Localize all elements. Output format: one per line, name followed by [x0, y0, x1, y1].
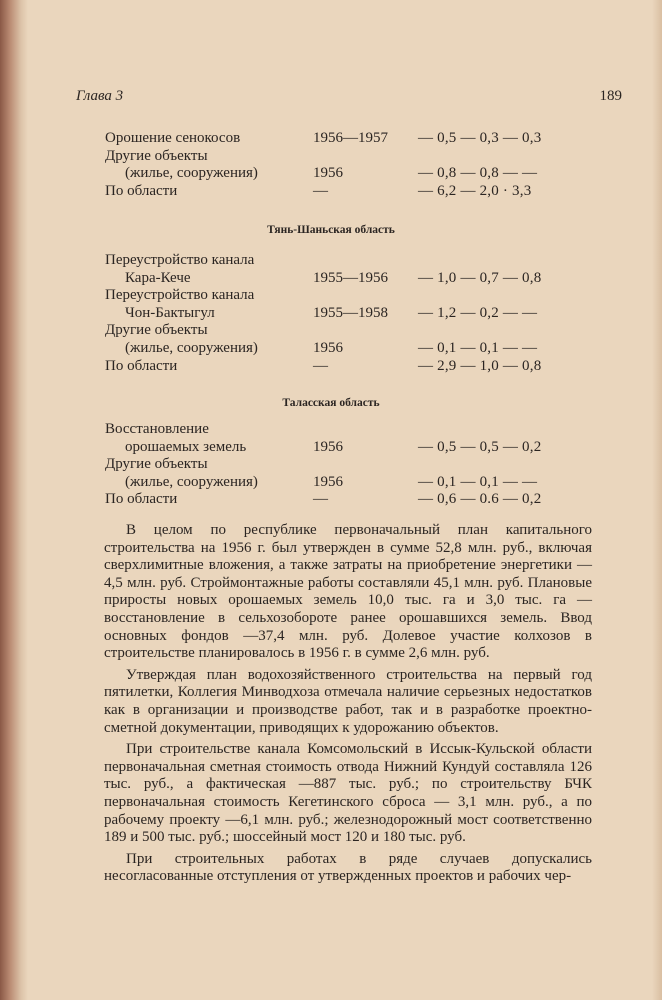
table-row [105, 322, 595, 340]
year: — [313, 491, 328, 508]
table-row [105, 165, 595, 183]
table-row [105, 491, 595, 509]
year: 1956 [313, 438, 343, 455]
table-row [105, 287, 595, 305]
year: 1955—1956 [313, 269, 388, 286]
table-row [105, 252, 595, 270]
values: — 0,1 — 0,1 — — [418, 473, 538, 490]
values: — 0,8 — 0,8 — — [418, 165, 538, 182]
values: — 0,5 — 0,5 — 0,2 [418, 438, 542, 455]
values: — 6,2 — 2,0 · 3,3 [418, 182, 532, 199]
table-row [105, 439, 595, 457]
table-top [105, 130, 595, 200]
object-name: Орошение сенокосов [105, 130, 241, 146]
year: 1955—1958 [313, 304, 388, 321]
object-name: Другие объекты [105, 456, 208, 473]
object-name: Переустройство канала [105, 252, 255, 268]
year: 1956—1957 [313, 130, 388, 146]
object-name: По области [105, 357, 178, 374]
object-name: Восстановление [105, 421, 209, 437]
table-row [105, 130, 595, 148]
table-row [105, 456, 595, 474]
table-row [105, 305, 595, 323]
values: — 1,2 — 0,2 — — [418, 304, 538, 321]
object-name: орошаемых земель [125, 438, 247, 455]
object-name: По области [105, 491, 178, 508]
year: 1956 [313, 165, 343, 182]
table-row [105, 340, 595, 358]
paragraph: В целом по республике первоначальный план капитального строительства на 1956 г. был утвержден в сумме 52,8 млн. руб., включая сверхлимитные вложения, а также затраты на приобретение энергетики —4,5 млн. руб. Строймонтажные работы составляли 45,1 млн. руб. Плановые приросты новых орошаемых земель 10,0 тыс. га и 3,0 тыс. га — восстановление в сельхозобороте ранее орошавшихся земель. Ввод основных фондов —37,4 млн. руб. Долевое участие колхозов в строительстве планировалось в 1956 г. в сумме 2,6 млн. руб. [104, 522, 592, 662]
object-name: Другие объекты [105, 147, 208, 164]
object-name: Другие объекты [105, 322, 208, 339]
chapter-label: Глава 3 [76, 88, 124, 104]
object-name: (жилье, сооружения) [125, 339, 258, 356]
section-title-talas: Таласская область [282, 397, 380, 409]
values: — 0,1 — 0,1 — — [418, 339, 538, 356]
object-name: (жилье, сооружения) [125, 165, 258, 182]
object-name: По области [105, 182, 178, 199]
section-title-tien-shan: Тянь-Шаньская область [267, 224, 395, 236]
values: — 1,0 — 0,7 — 0,8 [418, 269, 542, 286]
year: — [313, 357, 328, 374]
table-row [105, 148, 595, 166]
object-name: Переустройство канала [105, 287, 255, 304]
values: — 0,5 — 0,3 — 0,3 [418, 130, 542, 146]
body-text [104, 522, 592, 890]
paragraph: Утверждая план водохозяйственного строительства на первый год пятилетки, Коллегия Минводхоза отмечала наличие серьезных недостатков как в организации и производстве работ, так и в разработке проектно-сметной документации, приводящих к удорожанию объектов. [104, 666, 592, 736]
table-row [105, 270, 595, 288]
table-row [105, 421, 595, 439]
object-name: Кара-Кече [125, 269, 191, 286]
paragraph: При строительных работах в ряде случаев допускались несогласованные отступления от утвержденных проектов и рабочих чер- [104, 850, 592, 885]
table-talas [105, 421, 595, 509]
page-number: 189 [599, 88, 622, 104]
paragraph: При строительстве канала Комсомольский в Иссык-Кульской области первоначальная сметная стоимость отвода Нижний Кундуй составляла 126 тыс. руб., а фактическая —887 тыс. руб.; по строительству БЧК первоначальная стоимость Кегетинского сброса — 3,1 млн. руб., а по рабочему проекту —6,1 млн. руб.; железнодорожный мост соответственно 189 и 500 тыс. руб.; шоссейный мост 120 и 180 тыс. руб. [104, 741, 592, 846]
table-row [105, 358, 595, 376]
running-header [76, 88, 622, 108]
values: — 0,6 — 0.6 — 0,2 [418, 491, 542, 508]
book-spine-shadow [0, 0, 28, 1000]
table-tien-shan [105, 252, 595, 375]
object-name: (жилье, сооружения) [125, 473, 258, 490]
year: — [313, 182, 328, 199]
table-row [105, 183, 595, 201]
page-edge [652, 0, 662, 1000]
values: — 2,9 — 1,0 — 0,8 [418, 357, 542, 374]
table-row [105, 474, 595, 492]
year: 1956 [313, 339, 343, 356]
year: 1956 [313, 473, 343, 490]
object-name: Чон-Бактыгул [125, 304, 215, 321]
